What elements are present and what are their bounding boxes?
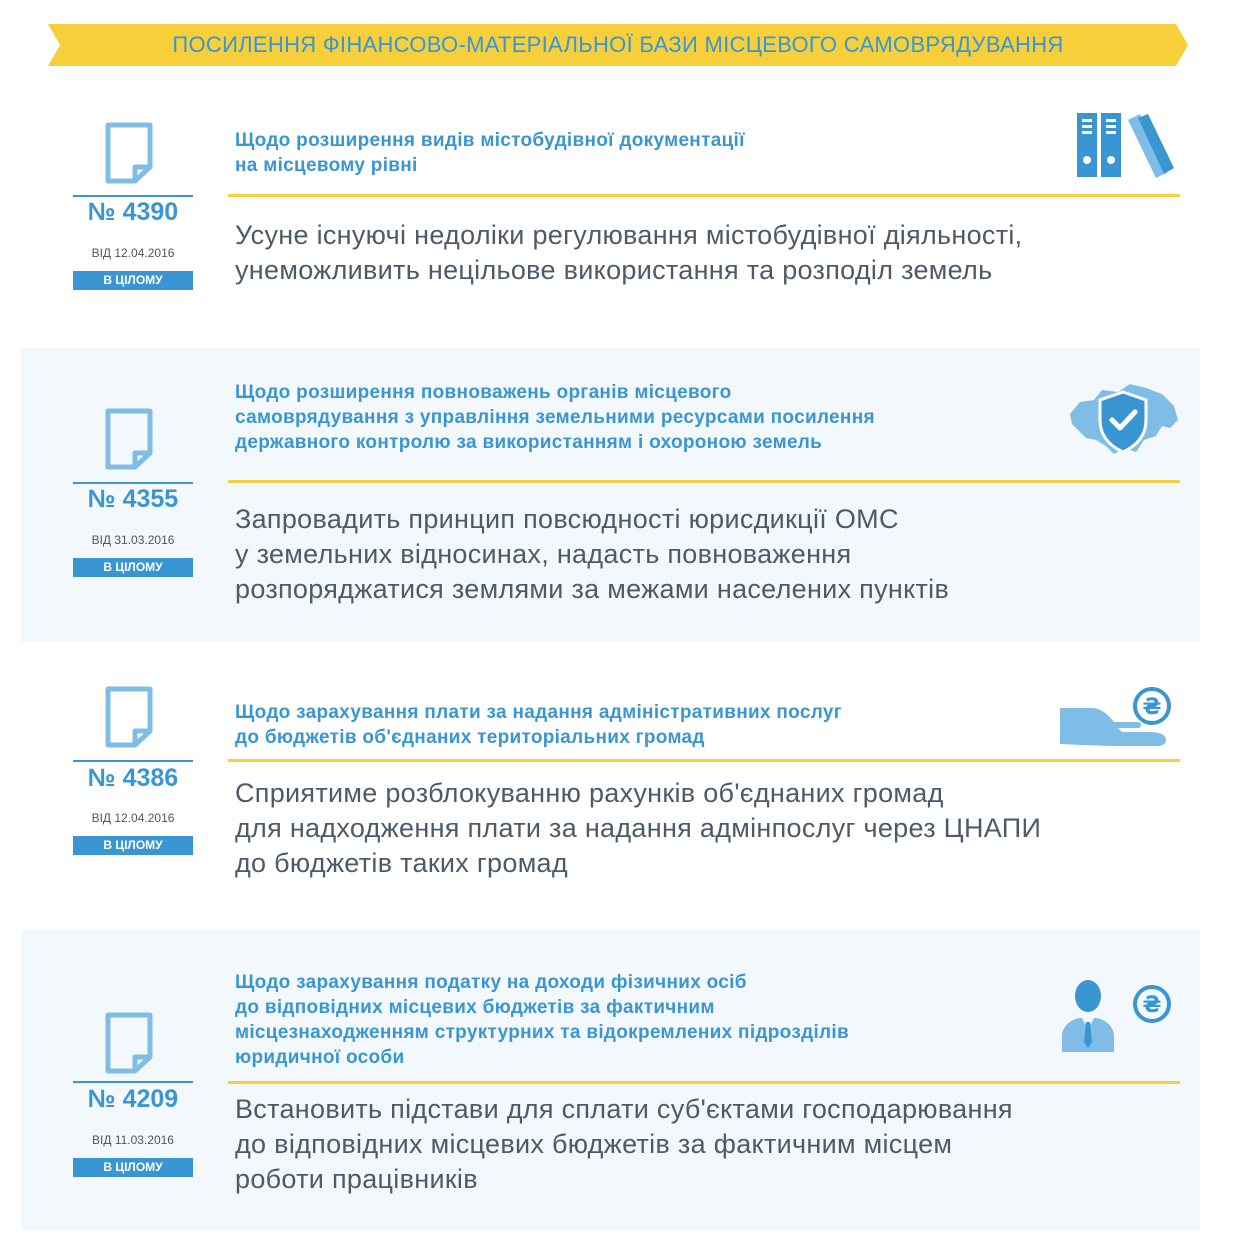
bill-number: № 4355 (87, 485, 179, 513)
bill-date: ВІД 12.04.2016 (91, 811, 175, 825)
document-icon (105, 686, 153, 748)
hand-hryvnia-icon (1058, 684, 1174, 750)
number-divider (73, 760, 193, 762)
bill-description: Усуне існуючі недоліки регулювання містобудівної діяльності, унеможливить нецільове використання та розподіл земель (235, 220, 1023, 285)
status-badge: В ЦІЛОМУ (73, 558, 193, 577)
number-divider (73, 195, 193, 197)
header-banner (48, 24, 1188, 66)
number-divider (73, 482, 193, 484)
svg-text:₴: ₴ (1142, 695, 1162, 720)
document-icon (105, 122, 153, 184)
bill-title: Щодо зарахування податку на доходи фізичних осіб до відповідних місцевих бюджетів за фактичним місцезнаходженням структурних та відокремлених підрозділів юридичної особи (235, 972, 849, 1068)
ukraine-shield-icon (1066, 380, 1180, 462)
bill-number: № 4386 (87, 764, 179, 792)
bill-section-4390 (0, 100, 1239, 340)
status-badge: В ЦІЛОМУ (73, 1158, 193, 1177)
binders-icon (1076, 110, 1176, 180)
person-hryvnia-icon (1058, 976, 1176, 1056)
status-badge: В ЦІЛОМУ (73, 836, 193, 855)
bill-section-4386 (0, 660, 1239, 910)
bill-title: Щодо розширення видів містобудівної документації на місцевому рівні (235, 130, 745, 176)
document-icon (105, 408, 153, 470)
title-divider (228, 1081, 1180, 1084)
bill-title: Щодо розширення повноважень органів місцевого самоврядування з управління земельними ресурсами посилення державного контролю за використанням і охороною земель (235, 382, 875, 453)
bill-number: № 4390 (87, 198, 179, 226)
bill-date: ВІД 12.04.2016 (91, 246, 175, 260)
status-badge: В ЦІЛОМУ (73, 271, 193, 290)
bill-section-4355 (0, 348, 1239, 642)
svg-text:₴: ₴ (1142, 993, 1162, 1018)
bill-date: ВІД 31.03.2016 (91, 533, 175, 547)
number-divider (73, 1081, 193, 1083)
bill-number: № 4209 (87, 1085, 179, 1113)
bill-section-4209 (0, 930, 1239, 1230)
document-icon (105, 1012, 153, 1074)
title-divider (228, 480, 1180, 483)
title-divider (228, 759, 1180, 762)
title-divider (228, 194, 1180, 197)
bill-description: Запровадить принцип повсюдності юрисдикції ОМС у земельних відносинах, надасть повноваження розпоряджатися землями за межами населених пунктів (235, 504, 950, 604)
bill-title: Щодо зарахування плати за надання адміністративних послуг до бюджетів об'єднаних територіальних громад (235, 702, 842, 748)
bill-date: ВІД 11.03.2016 (92, 1133, 174, 1147)
bill-description: Встановить підстави для сплати суб'єктами господарювання до відповідних місцевих бюджетів за фактичним місцем роботи працівників (235, 1094, 1013, 1194)
bill-description: Сприятиме розблокуванню рахунків об'єднаних громад для надходження плати за надання адмінпослуг через ЦНАПИ до бюджетів таких громад (235, 778, 1042, 878)
page-title: ПОСИЛЕННЯ ФІНАНСОВО-МАТЕРІАЛЬНОЇ БАЗИ МІСЦЕВОГО САМОВРЯДУВАННЯ (172, 32, 1064, 57)
